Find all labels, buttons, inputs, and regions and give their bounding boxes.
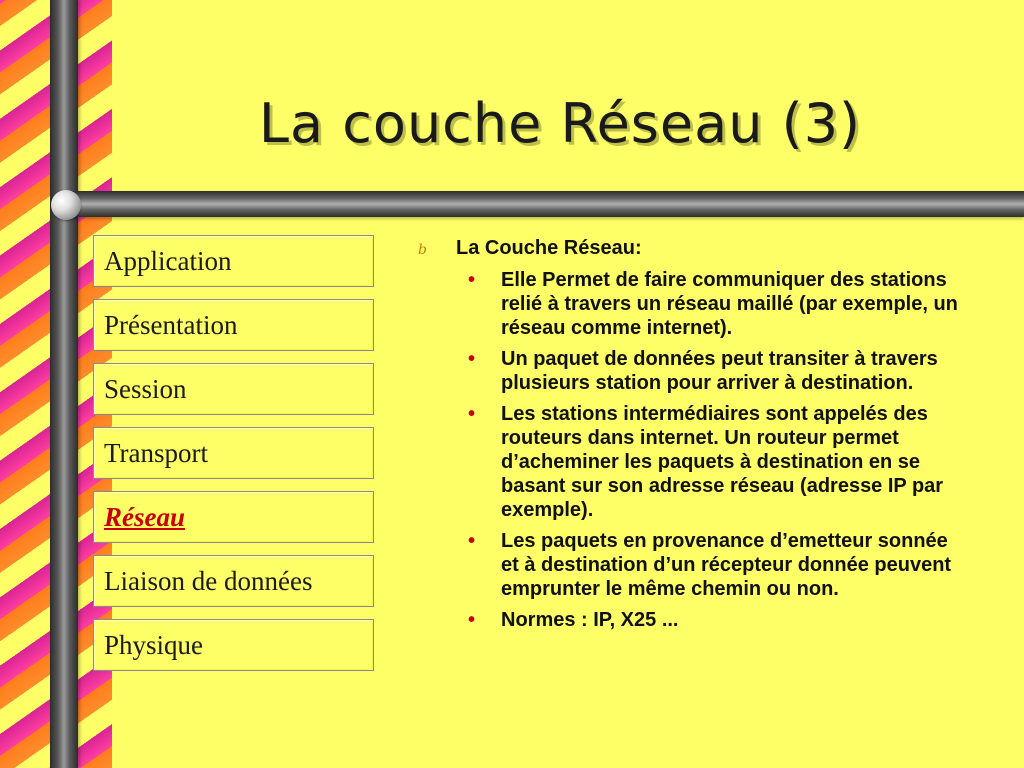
list-item-text: Elle Permet de faire communiquer des stations relié à travers un réseau maillé (par exemple, un réseau comme internet). (501, 269, 958, 339)
content-area (418, 236, 978, 639)
layer-presentation[interactable]: Présentation (93, 299, 374, 351)
list-item-text: Un paquet de données peut transiter à travers plusieurs station pour arriver à destination. (501, 348, 938, 394)
content-heading: La Couche Réseau: (456, 237, 642, 259)
layer-list (93, 235, 376, 683)
layer-physique[interactable]: Physique (93, 619, 374, 671)
slide-title: La couche Réseau (3) (258, 92, 862, 155)
bullet-icon: • (468, 609, 476, 631)
content-heading-row (418, 236, 978, 264)
horizontal-bar (64, 191, 1024, 217)
bullet-icon: • (468, 403, 476, 425)
bullet-icon: • (468, 348, 476, 370)
heading-bullet-icon: b (418, 242, 427, 258)
list-item-text: Les stations intermédiaires sont appelés des routeurs dans internet. Un routeur permet d’acheminer les paquets à destination en se basant sur son adresse réseau (adresse IP par exemple). (501, 403, 944, 521)
list-item (468, 529, 978, 601)
layer-liaison[interactable]: Liaison de données (93, 555, 374, 607)
list-item (468, 402, 978, 522)
bar-knob (51, 190, 81, 220)
list-item (468, 268, 978, 340)
layer-transport[interactable]: Transport (93, 427, 374, 479)
vertical-pole (50, 0, 78, 768)
layer-application[interactable]: Application (93, 235, 374, 287)
layer-reseau[interactable]: Réseau (93, 491, 374, 543)
list-item (468, 608, 978, 632)
content-list (418, 268, 978, 632)
bullet-icon: • (468, 530, 476, 552)
list-item-text: Normes : IP, X25 ... (501, 609, 679, 631)
bullet-icon: • (468, 269, 476, 291)
list-item-text: Les paquets en provenance d’emetteur sonnée et à destination d’un récepteur donnée peuvent emprunter le même chemin ou non. (501, 530, 952, 600)
list-item (468, 347, 978, 395)
layer-session[interactable]: Session (93, 363, 374, 415)
